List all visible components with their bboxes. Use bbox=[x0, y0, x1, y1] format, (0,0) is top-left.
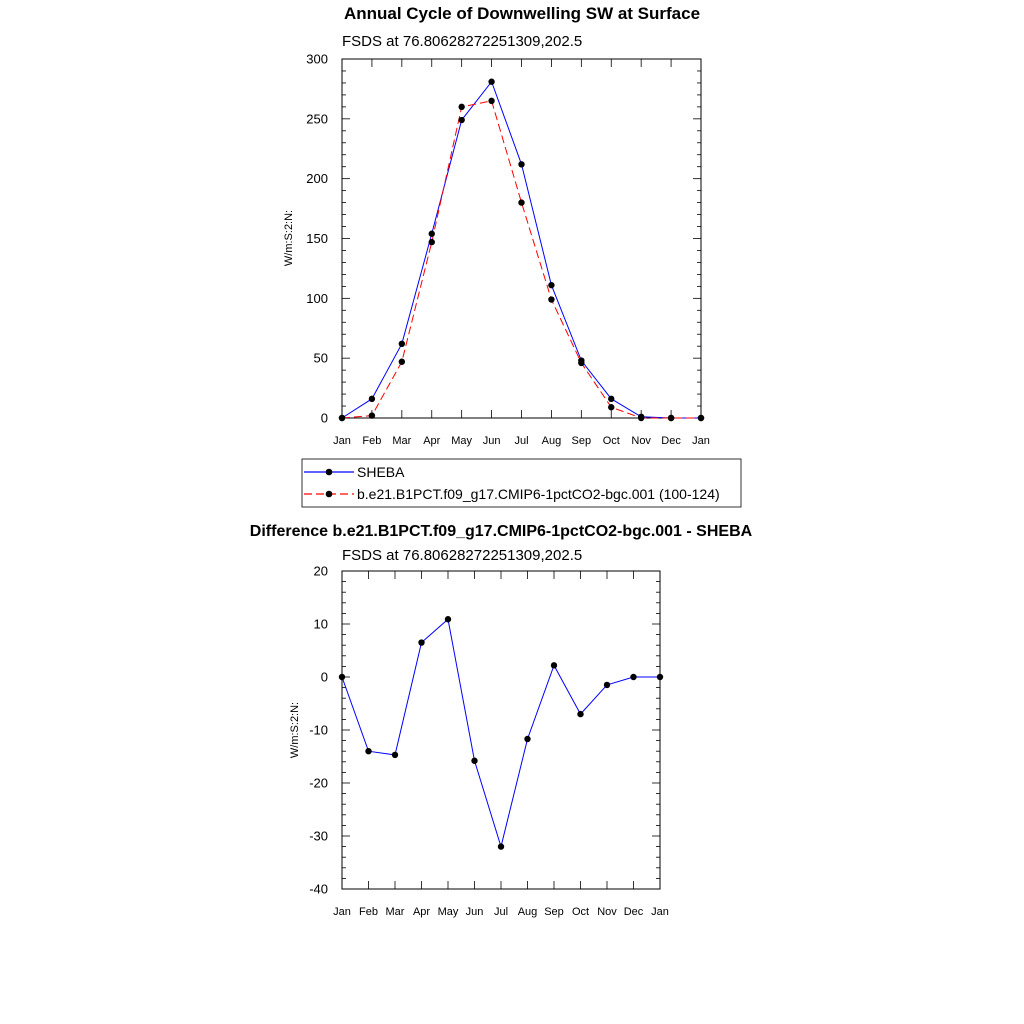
x-tick-label: Dec bbox=[623, 906, 644, 918]
legend-label-sheba: SHEBA bbox=[357, 464, 405, 480]
data-point-series-1 bbox=[638, 415, 644, 421]
x-tick-label: Feb bbox=[359, 906, 378, 918]
data-point-series-1 bbox=[578, 360, 584, 366]
x-tick-label: May bbox=[451, 435, 473, 447]
data-point-series-0 bbox=[392, 752, 398, 758]
y-tick-label: 250 bbox=[306, 111, 328, 127]
data-point-series-0 bbox=[488, 79, 494, 85]
x-tick-label: Jun bbox=[465, 906, 484, 918]
x-tick-label: Dec bbox=[661, 435, 681, 447]
chart2-y-axis-label: W/m:S:2:N: bbox=[289, 701, 301, 759]
x-tick-label: Aug bbox=[517, 906, 538, 918]
data-point-series-0 bbox=[365, 748, 371, 754]
x-tick-label: Mar bbox=[392, 435, 412, 447]
data-point-series-0 bbox=[518, 161, 524, 167]
y-tick-label: -30 bbox=[309, 828, 328, 844]
chart2-subtitle: FSDS at 76.80628272251309,202.5 bbox=[342, 547, 583, 564]
data-point-series-0 bbox=[399, 341, 405, 347]
data-point-series-1 bbox=[339, 415, 345, 421]
chart2-x-ticks bbox=[333, 571, 669, 918]
data-point-series-0 bbox=[369, 396, 375, 402]
data-point-series-0 bbox=[608, 396, 614, 402]
data-point-series-0 bbox=[429, 231, 435, 237]
series-line-0 bbox=[342, 82, 701, 418]
chart1-title: Annual Cycle of Downwelling SW at Surface bbox=[343, 4, 701, 23]
y-tick-label: 150 bbox=[306, 231, 328, 246]
data-point-series-1 bbox=[369, 412, 375, 418]
chart2-plot-frame bbox=[342, 571, 660, 889]
y-tick-label: 100 bbox=[306, 290, 328, 306]
series-line-0 bbox=[342, 619, 660, 846]
y-tick-label: -20 bbox=[309, 775, 328, 791]
data-point-series-0 bbox=[498, 843, 504, 849]
series-line-1 bbox=[342, 101, 701, 418]
chart2-series bbox=[339, 616, 663, 850]
x-tick-label: Feb bbox=[362, 435, 382, 447]
x-tick-label: Jan bbox=[692, 435, 710, 447]
legend-marker-model bbox=[326, 491, 333, 498]
y-tick-label: 0 bbox=[320, 410, 328, 426]
data-point-series-1 bbox=[608, 404, 614, 410]
y-tick-label: 10 bbox=[313, 616, 328, 632]
x-tick-label: Sep bbox=[544, 906, 564, 918]
data-point-series-1 bbox=[548, 296, 554, 302]
chart1-x-ticks bbox=[333, 59, 710, 447]
chart1-subtitle: FSDS at 76.80628272251309,202.5 bbox=[342, 33, 583, 50]
chart1-y-ticks bbox=[306, 52, 701, 426]
y-tick-label: 20 bbox=[313, 563, 328, 579]
data-point-series-0 bbox=[577, 711, 583, 717]
data-point-series-1 bbox=[429, 239, 435, 245]
x-tick-label: Apr bbox=[412, 906, 431, 918]
data-point-series-1 bbox=[668, 415, 674, 421]
data-point-series-0 bbox=[630, 674, 636, 680]
data-point-series-0 bbox=[551, 662, 557, 668]
data-point-series-0 bbox=[548, 282, 554, 288]
chart2-y-ticks bbox=[309, 564, 660, 897]
data-point-series-0 bbox=[524, 736, 530, 742]
data-point-series-1 bbox=[399, 359, 405, 365]
x-tick-label: Jun bbox=[482, 435, 501, 447]
data-point-series-0 bbox=[604, 682, 610, 688]
x-tick-label: Aug bbox=[541, 435, 562, 447]
y-tick-label: -40 bbox=[309, 881, 328, 897]
legend-marker-sheba bbox=[326, 469, 333, 476]
x-tick-label: Jan bbox=[333, 906, 351, 918]
y-tick-label: 0 bbox=[320, 669, 328, 685]
data-point-series-1 bbox=[488, 98, 494, 104]
x-tick-label: Jan bbox=[333, 435, 351, 447]
data-point-series-0 bbox=[471, 758, 477, 764]
x-tick-label: Jan bbox=[651, 906, 669, 918]
x-tick-label: Nov bbox=[597, 906, 617, 918]
chart1-plot-frame bbox=[342, 59, 701, 418]
x-tick-label: Nov bbox=[631, 435, 651, 447]
data-point-series-0 bbox=[339, 674, 345, 680]
chart1-y-axis-label: W/m:S:2:N: bbox=[283, 209, 295, 267]
x-tick-label: Apr bbox=[423, 435, 441, 447]
x-tick-label: Oct bbox=[602, 435, 620, 447]
data-point-series-0 bbox=[458, 117, 464, 123]
y-tick-label: 200 bbox=[306, 171, 328, 187]
x-tick-label: Sep bbox=[571, 435, 592, 447]
y-tick-label: -10 bbox=[309, 722, 328, 738]
data-point-series-1 bbox=[698, 415, 704, 421]
x-tick-label: Oct bbox=[571, 906, 590, 918]
chart1-legend bbox=[302, 459, 741, 507]
difference-chart bbox=[250, 523, 753, 918]
data-point-series-0 bbox=[418, 639, 424, 645]
y-tick-label: 300 bbox=[306, 51, 328, 67]
chart1-series bbox=[339, 79, 704, 422]
chart2-title: Difference b.e21.B1PCT.f09_g17.CMIP6-1pctCO2-bgc.001 - SHEBA bbox=[249, 523, 753, 540]
data-point-series-1 bbox=[458, 104, 464, 110]
y-tick-label: 50 bbox=[313, 350, 328, 366]
x-tick-label: May bbox=[437, 906, 459, 918]
x-tick-label: Jul bbox=[514, 435, 529, 447]
x-tick-label: Mar bbox=[385, 906, 405, 918]
legend-label-model: b.e21.B1PCT.f09_g17.CMIP6-1pctCO2-bgc.001 (100-124) bbox=[357, 486, 720, 502]
data-point-series-1 bbox=[518, 199, 524, 205]
data-point-series-0 bbox=[657, 674, 663, 680]
data-point-series-0 bbox=[445, 616, 451, 622]
x-tick-label: Jul bbox=[493, 906, 509, 918]
annual-cycle-chart bbox=[283, 4, 710, 447]
